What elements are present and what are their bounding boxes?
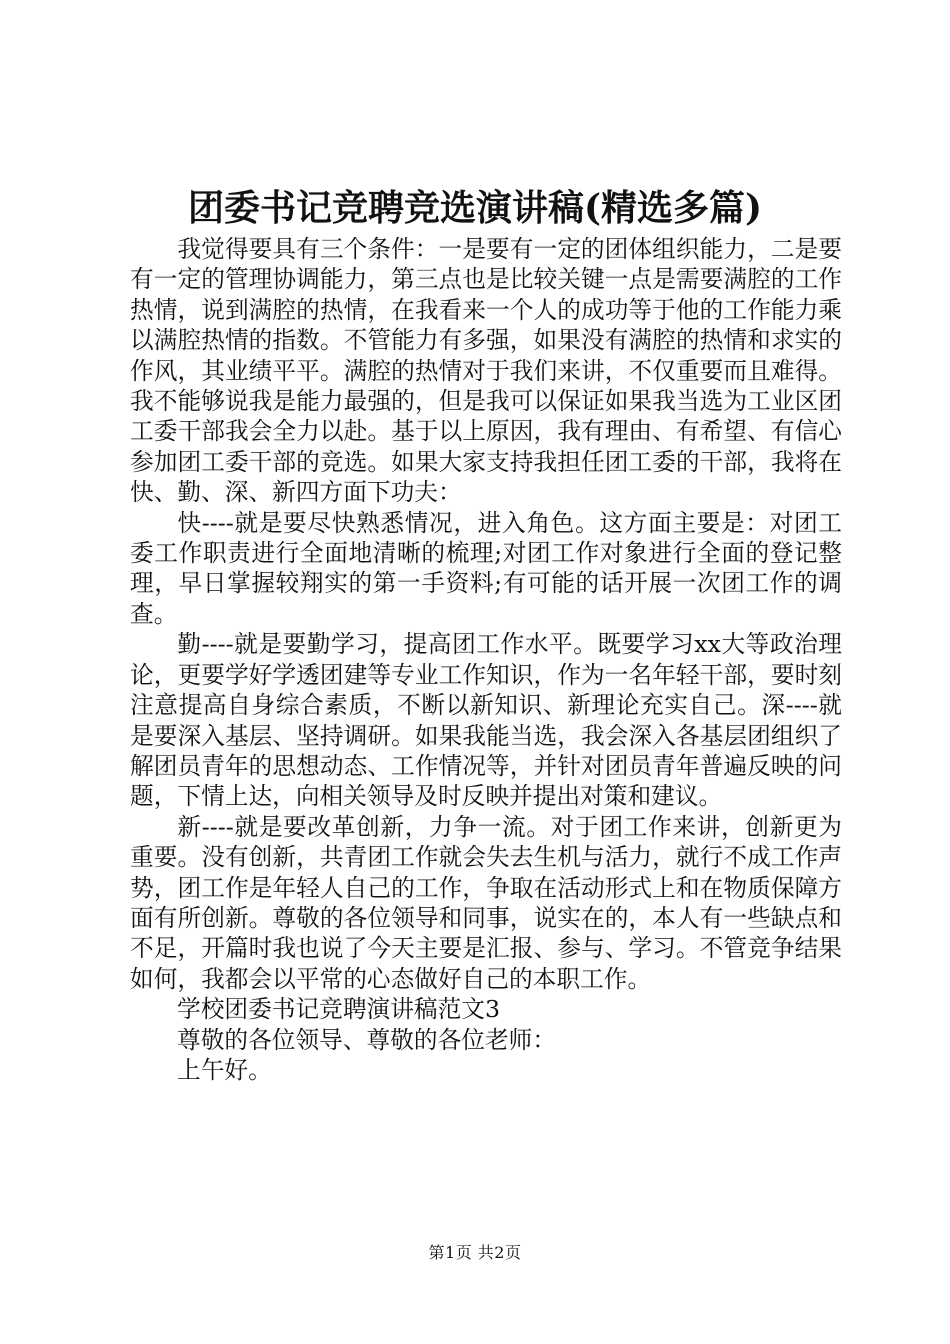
- paragraph: 我觉得要具有三个条件：一是要有一定的团体组织能力，二是要有一定的管理协调能力，第三点也是比较关键一点是需要满腔的工作热情，说到满腔的热情，在我看来一个人的成功等于他的工作能力乘以满腔热情的指数。不管能力有多强，如果没有满腔的热情和求实的作风，其业绩平平。满腔的热情对于我们来讲，不仅重要而且难得。我不能够说我是能力最强的，但是我可以保证如果我当选为工业区团工委干部我会全力以赴。基于以上原因，我有理由、有希望、有信心参加团工委干部的竞选。如果大家支持我担任团工委的干部，我将在快、勤、深、新四方面下功夫：: [130, 235, 842, 507]
- page-number-footer: 第1页 共2页: [428, 1243, 522, 1262]
- salutation: 尊敬的各位领导、尊敬的各位老师：: [177, 1025, 557, 1054]
- paragraph: 快----就是要尽快熟悉情况，进入角色。这方面主要是：对团工委工作职责进行全面地清晰的梳理;对团工作对象进行全面的登记整理，早日掌握较翔实的第一手资料;有可能的话开展一次团工作的调查。: [130, 508, 842, 628]
- section-heading: 学校团委书记竞聘演讲稿范文3: [177, 995, 501, 1024]
- paragraph: 勤----就是要勤学习，提高团工作水平。既要学习xx大等政治理论，更要学好学透团建等专业工作知识，作为一名年轻干部，要时刻注意提高自身综合素质，不断以新知识、新理论充实自己。深----就是要深入基层、坚持调研。如果我能当选，我会深入各基层团组织了解团员青年的思想动态、工作情况等，并针对团员青年普遍反映的问题，下情上达，向相关领导及时反映并提出对策和建议。: [130, 630, 842, 811]
- greeting: 上午好。: [177, 1055, 272, 1084]
- document-body: [130, 234, 842, 1085]
- paragraph: 新----就是要改革创新，力争一流。对于团工作来讲，创新更为重要。没有创新，共青团工作就会失去生机与活力，就行不成工作声势，团工作是年轻人自己的工作，争取在活动形式上和在物质保障方面有所创新。尊敬的各位领导和同事，说实在的，本人有一些缺点和不足，开篇时我也说了今天主要是汇报、参与、学习。不管竞争结果如何，我都会以平常的心态做好自己的本职工作。: [130, 812, 842, 993]
- document-title: 团委书记竞聘竞选演讲稿(精选多篇): [187, 187, 763, 229]
